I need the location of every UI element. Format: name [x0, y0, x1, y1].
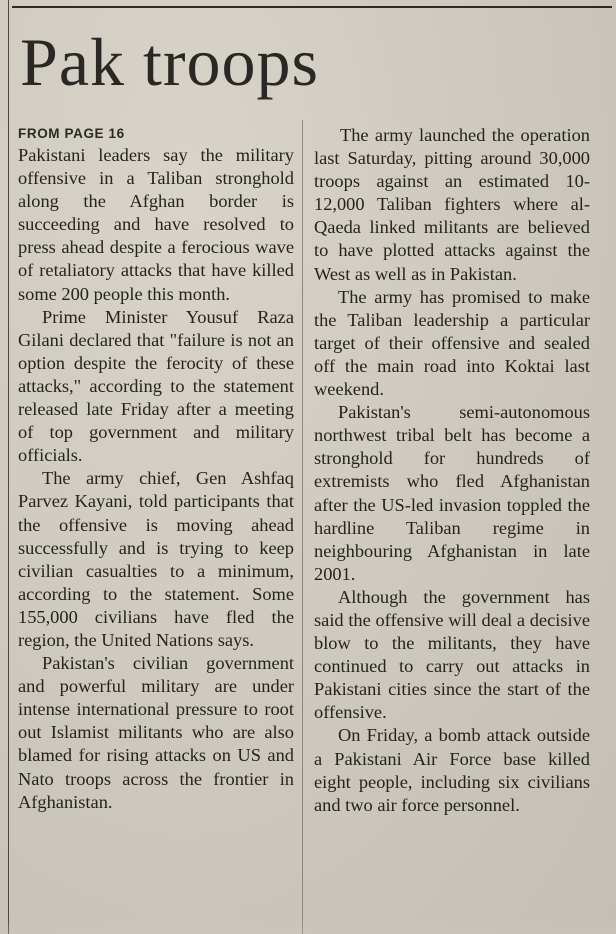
page-bottom-fade	[0, 918, 616, 934]
paragraph: On Friday, a bomb attack outside a Pakistani Air Force base killed eight people, including six civilians and two air force personnel.	[314, 725, 590, 815]
left-column	[18, 124, 294, 814]
headline: Pak troops	[20, 24, 319, 100]
left-margin-rule	[8, 0, 9, 934]
paragraph: The army has promised to make the Taliban leadership a particular target of their offensive and sealed off the main road into Koktai last weekend.	[314, 286, 590, 400]
paragraph: Pakistan's semi-autonomous northwest tribal belt has become a stronghold for hundreds of extremists who fled Afghanistan after the US-led invasion toppled the hardline Taliban regime in neighbouring Afghanistan in late 2001.	[314, 402, 590, 584]
paragraph: Although the government has said the offensive will deal a decisive blow to the militants, they have continued to carry out attacks in Pakistani cities since the start of the offensive.	[314, 586, 590, 723]
jump-label: FROM PAGE 16	[18, 126, 125, 141]
column-divider	[302, 120, 303, 934]
right-column	[314, 124, 590, 817]
paragraph: Pakistani leaders say the military offensive in a Taliban stronghold along the Afghan border is succeeding and have resolved to press ahead despite a ferocious wave of retaliatory attacks that have killed some 200 people this month.	[18, 145, 294, 304]
paragraph: Pakistan's civilian government and powerful military are under intense international pressure to root out Islamist militants who are also blamed for rising attacks on US and Nato troops across the frontier in Afghanistan.	[18, 653, 294, 812]
top-rule	[12, 6, 612, 8]
paragraph: The army chief, Gen Ashfaq Parvez Kayani, told participants that the offensive is moving ahead successfully and is trying to keep civilian casualties to a minimum, according to the statement. Some 155,000 civilians have fled the region, the United Nations says.	[18, 468, 294, 650]
paragraph: Prime Minister Yousuf Raza Gilani declared that "failure is not an option despite the ferocity of these attacks," according to the statement released late Friday after a meeting of top government and military officials.	[18, 306, 294, 466]
paragraph: The army launched the operation last Saturday, pitting around 30,000 troops against an estimated 10-12,000 Taliban fighters where al-Qaeda linked militants are believed to have plotted attacks against the West as well as in Pakistan.	[314, 125, 590, 284]
